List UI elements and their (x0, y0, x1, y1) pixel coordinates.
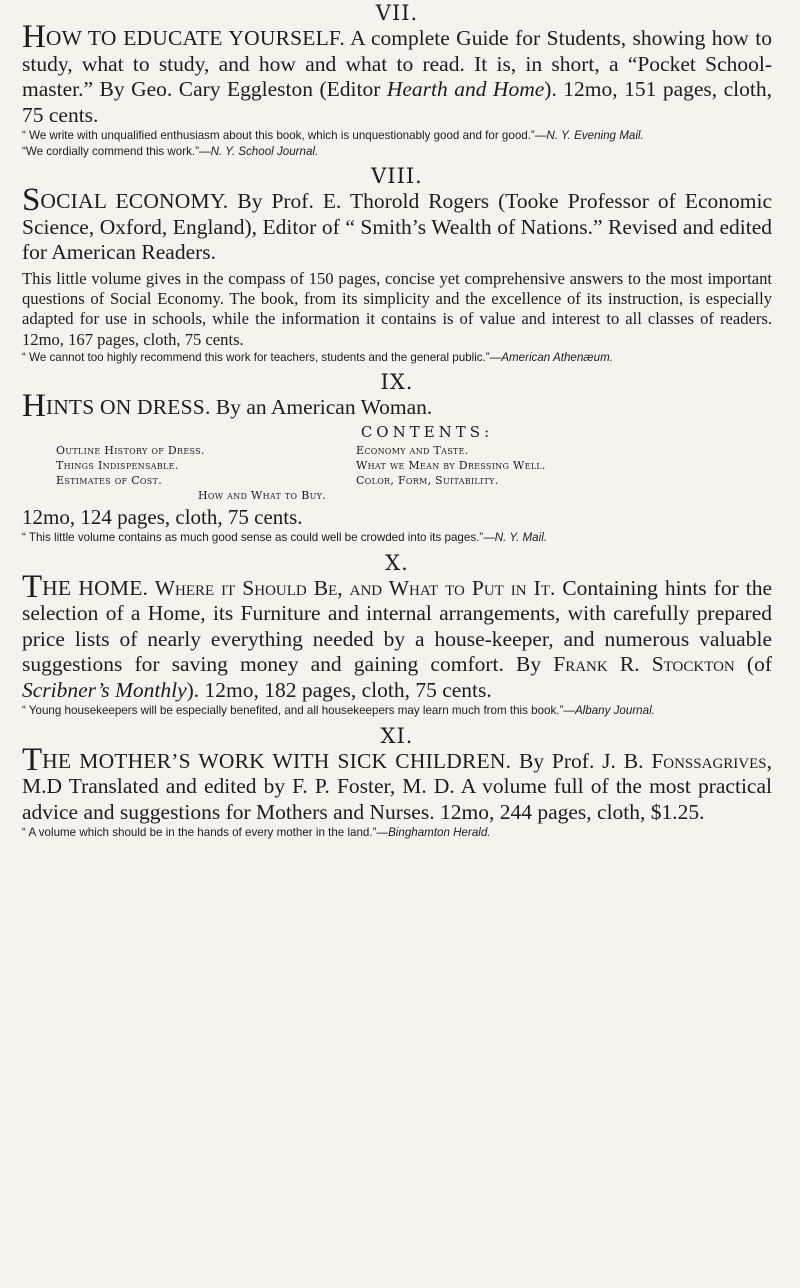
entry-text: By an American Woman. (210, 395, 433, 420)
entry-heading (22, 182, 772, 266)
contents-list (22, 443, 772, 503)
book-meta: 12mo, 124 pages, cloth, 75 cents. (22, 504, 303, 529)
contents-item: Color, Form, Suitability. (356, 473, 499, 487)
entry-viii (22, 163, 772, 365)
entry-text: Containing hints for the selection of a Home, its Furniture and internal arrangements, with carefully prepared price lists of nearly everything needed by a house-keeper, and numerous valuable suggestions for saving money and gaining comfort. By (22, 575, 772, 677)
entry-text: A complete Guide for Students, showing how to study, what to study, and how and what to read. It is, in short, a “Pocket School-master.” By Geo. Cary Eggleston (Editor (22, 26, 772, 101)
drop-cap: H (22, 388, 46, 425)
contents-item: Things Indispensable. (56, 458, 179, 472)
author-name: Fonssagrives (651, 748, 767, 773)
book-title: HE HOME. (42, 575, 149, 600)
review-source: N. Y. Evening Mail. (546, 129, 644, 142)
drop-cap: T (22, 568, 43, 605)
entry-text: , M.D Translated and edited by F. P. Foster, M. D. A volume full of the most practical advice and suggestions for Mothers and Nurses. 12mo, 244 pages, cloth, $1.25. (22, 748, 772, 824)
entry-x (22, 550, 772, 719)
review-source: American Athenæum. (501, 350, 613, 364)
entry-ix (22, 369, 772, 545)
drop-cap: T (22, 741, 43, 778)
review-source: N. Y. School Journal. (210, 144, 319, 158)
review (22, 826, 772, 841)
review-quote: “ Young housekeepers will be especially benefited, and all housekeepers may learn much from this book.”— (22, 704, 575, 718)
contents-item: Estimates of Cost. (56, 473, 162, 487)
entry-description: This little volume gives in the compass of 150 pages, concise yet comprehensive answers to the most important questions of Social Economy. The book, from its simplicity and the excellence of its instruction, is especially adapted for use in schools, while the information it contains is of value and interest to all classes of readers. 12mo, 167 pages, cloth, 75 cents. (22, 268, 772, 349)
entry-heading (22, 19, 772, 128)
review (22, 531, 772, 546)
review-quote: “ This little volume contains as much good sense as could well be crowded into its pages.”— (22, 530, 495, 544)
entry-numeral: VIII. (371, 164, 423, 189)
drop-cap: S (22, 182, 41, 219)
review-source: Albany Journal. (574, 704, 655, 718)
entry-numeral: IX. (380, 370, 414, 395)
review (22, 129, 772, 144)
entry-italic: Scribner’s Monthly (22, 677, 187, 702)
entry-heading (22, 388, 772, 425)
review-source: Binghamton Herald. (388, 826, 491, 840)
book-title: OW TO EDUCATE YOURSELF. (45, 26, 345, 50)
author-name: Frank R. Stockton (553, 652, 735, 677)
contents-item: How and What to Buy. (198, 488, 327, 502)
entry-text: ). 12mo, 151 pages, cloth, 75 cents. (22, 77, 772, 127)
contents-item: What we Mean by Dressing Well. (356, 458, 546, 472)
book-title: OCIAL ECONOMY. (40, 189, 229, 214)
book-title: INTS ON DRESS. (45, 395, 211, 420)
review-quote: “ We write with unqualified enthusiasm about this book, which is unquestionably good and for good.”— (22, 129, 547, 142)
entry-xi (22, 723, 772, 841)
entry-numeral: X. (385, 550, 409, 575)
contents-item: Economy and Taste. (356, 443, 469, 457)
contents-label: CONTENTS: (360, 422, 494, 441)
review (22, 351, 772, 366)
review-quote: “We cordially commend this work.”— (22, 144, 211, 158)
book-title: HE MOTHER’S WORK WITH SICK CHILDREN. (42, 748, 512, 773)
entry-text: (of (734, 652, 772, 677)
entry-vii (22, 0, 772, 159)
contents-item: Outline History of Dress. (56, 443, 205, 457)
review-quote: “ A volume which should be in the hands of every mother in the land.”— (22, 826, 389, 840)
entry-italic: Hearth and Home (386, 77, 545, 101)
entry-numeral: XI. (380, 723, 414, 748)
review-quote: “ We cannot too highly recommend this work for teachers, students and the general public.”— (22, 350, 502, 364)
drop-cap: H (22, 19, 46, 55)
review (22, 145, 772, 160)
review (22, 704, 772, 719)
book-subtitle: Where it Should Be, and What to Put in It. (148, 575, 556, 600)
entry-numeral: VII. (375, 1, 419, 25)
entry-text: By Prof. J. B. (511, 748, 652, 773)
entry-heading (22, 741, 772, 826)
review-source: N. Y. Mail. (494, 530, 547, 544)
entry-text: By Prof. E. Thorold Rogers (Tooke Professor of Economic Science, Oxford, England), Editor of “ Smith’s Wealth of Nations.” Revised and edited for American Readers. (22, 189, 772, 265)
entry-text: ). 12mo, 182 pages, cloth, 75 cents. (186, 677, 492, 702)
entry-heading (22, 568, 772, 704)
